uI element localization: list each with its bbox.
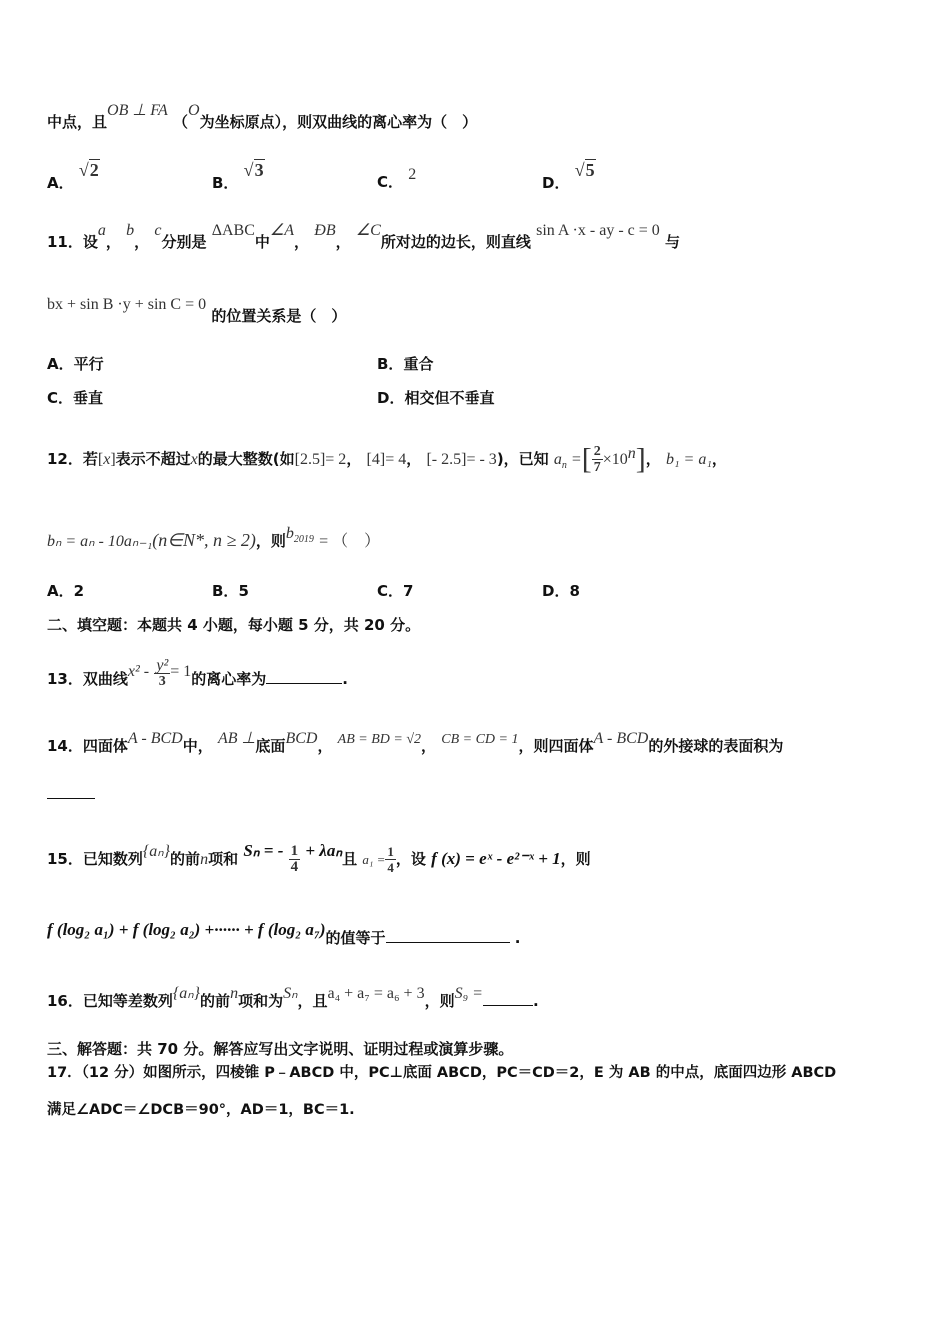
q13-stem: 13．双曲线x² - $\frac{\text{y²}}{3}$ = 1的离心率为 . bbox=[47, 657, 348, 689]
an-def: $a_n$ = bbox=[553, 451, 582, 472]
q15-stem: 15．已知数列{aₙ}的前n项和 Sₙ = - $\frac{1}{4}$ + λaₙ且 a₁ = $\frac{1}{4}$ ，设 f (x) = eˣ - e²⁻ˣ + 1，则 bbox=[47, 841, 591, 875]
q12-stem: 12．若[x]表示不超过x的最大整数(如[2.5]= 2， [4]= 4， [- 2.5]= - 3)，已知 $a_n$ =[ $\frac{2}{7}$ $\times 10^n$]， b₁ = a₁， bbox=[47, 442, 727, 476]
sqrt-2: √2 bbox=[78, 160, 99, 180]
q10-option-b[interactable]: B． √3 bbox=[212, 160, 264, 192]
q12-option-b[interactable]: B．5 bbox=[212, 582, 249, 600]
q10-stem: 中点，且OB ⊥ FA （O为坐标原点），则双曲线的离心率为（ ） bbox=[47, 102, 478, 131]
fraction-1-4: $\frac{1}{4}$ bbox=[290, 843, 299, 875]
q11-stem: 11．设a， b， c分别是 ΔABC中∠A， ÐB， ∠C所对边的边长，则直线 sin A ·x - ay - c = 0 与 bbox=[47, 222, 681, 251]
q10-option-a[interactable]: A． √2 bbox=[47, 160, 99, 192]
sqrt-5: √5 bbox=[574, 160, 595, 180]
section-2-heading: 二、填空题：本题共 4 小题，每小题 5 分，共 20 分。 bbox=[47, 616, 421, 634]
q13-answer-blank[interactable] bbox=[266, 669, 342, 684]
q10-option-c[interactable]: C． 2 bbox=[377, 166, 417, 191]
q11-option-b[interactable]: B．重合 bbox=[377, 355, 434, 373]
q10-option-d[interactable]: D． √5 bbox=[542, 160, 595, 192]
fraction-a1: $\frac{1}{4}$ bbox=[387, 844, 394, 875]
q11-stem-line2: bx + sin B ·y + sin C = 0 的位置关系是（ ） bbox=[47, 296, 347, 325]
fraction-2-7: $\frac{2}{7}$ bbox=[593, 444, 601, 475]
q17-stem-line2: 满足∠ADC＝∠DCB＝90°，AD＝1，BC＝1. bbox=[47, 1102, 355, 1118]
q16-answer-blank[interactable] bbox=[483, 991, 533, 1006]
sqrt-3: √3 bbox=[243, 160, 264, 180]
q16-stem: 16．已知等差数列{aₙ}的前n项和为Sₙ，且a₄ + a₇ = a₆ + 3，则S₉ = . bbox=[47, 985, 539, 1010]
q14-answer-blank[interactable] bbox=[47, 784, 95, 804]
q11-option-a[interactable]: A．平行 bbox=[47, 355, 104, 373]
q15-stem-line2: f (log₂ a₁) + f (log₂ a₂) +······ + f (log₂ a₇)的值等于 . bbox=[47, 920, 521, 947]
section-3-heading: 三、解答题：共 70 分。解答应写出文字说明、证明过程或演算步骤。 bbox=[47, 1040, 514, 1058]
q17-stem: 17．（12 分）如图所示，四棱锥 P﹣ABCD 中，PC⊥底面 ABCD，PC＝CD＝2，E 为 AB 的中点，底面四边形 ABCD bbox=[47, 1065, 837, 1081]
q14-stem: 14．四面体A - BCD中， AB ⊥底面BCD， AB = BD = √2， CB = CD = 1，则四面体A - BCD的外接球的表面积为 bbox=[47, 730, 784, 755]
q12-option-c[interactable]: C．7 bbox=[377, 582, 414, 600]
q15-answer-blank[interactable] bbox=[386, 928, 510, 943]
q12-stem-line2: bₙ = aₙ - 10aₙ₋₁(n∈N*, n ≥ 2)，则$b_{2019}$ = （ ） bbox=[47, 525, 381, 550]
q12-option-a[interactable]: A．2 bbox=[47, 582, 85, 600]
q12-option-d[interactable]: D．8 bbox=[542, 582, 580, 600]
fraction-y2-3: $\frac{\text{y²}}{3}$ bbox=[156, 657, 169, 689]
q11-option-d[interactable]: D．相交但不垂直 bbox=[377, 389, 495, 407]
q11-option-c[interactable]: C．垂直 bbox=[47, 389, 104, 407]
